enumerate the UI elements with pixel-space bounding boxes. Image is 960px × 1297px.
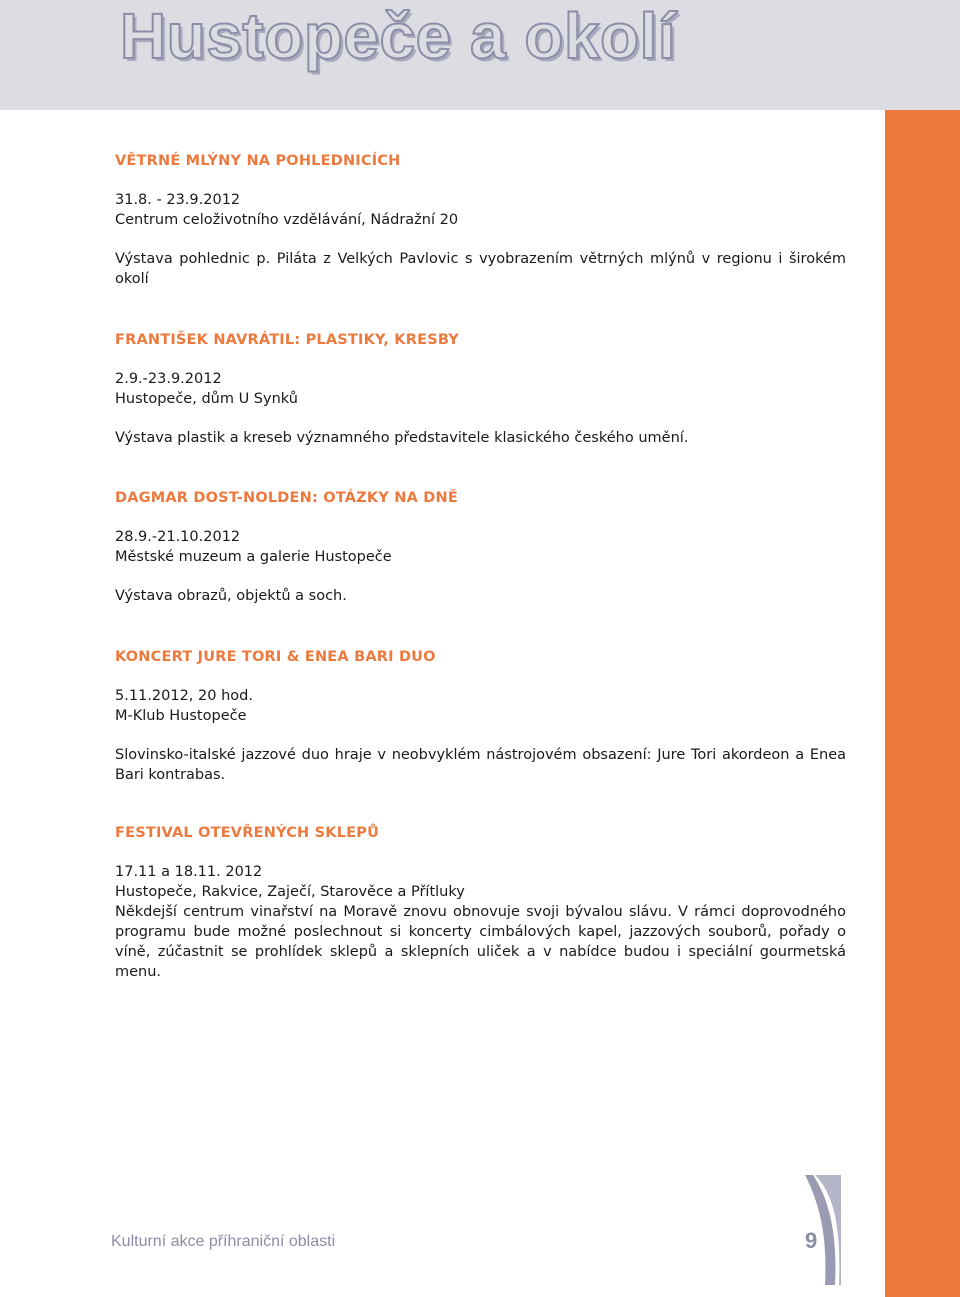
event-date: 31.8. - 23.9.2012 (115, 192, 241, 208)
event-item (115, 647, 846, 785)
event-place: Centrum celoživotního vzdělávání, Nádražní 20 (115, 212, 459, 228)
event-place: Hustopeče, dům U Synků (115, 391, 298, 407)
event-title: VĚTRNÉ MLÝNY NA POHLEDNICÍCH (115, 153, 401, 169)
page-number-badge-shape (795, 1175, 841, 1285)
footer-caption: Kulturní akce příhraniční oblasti (111, 1233, 336, 1250)
event-date: 5.11.2012, 20 hod. (115, 688, 253, 704)
side-accent-band (885, 110, 960, 1297)
event-description: Výstava obrazů, objektů a soch. (115, 588, 347, 604)
event-item (115, 488, 846, 606)
event-title: FRANTIŠEK NAVRÁTIL: PLASTIKY, KRESBY (115, 332, 459, 348)
event-title: DAGMAR DOST-NOLDEN: OTÁZKY NA DNĚ (115, 490, 458, 506)
event-date: 2.9.-23.9.2012 (115, 371, 222, 387)
event-place: Městské muzeum a galerie Hustopeče (115, 549, 392, 565)
page-title: Hustopeče a okolí (120, 0, 677, 72)
event-date: 28.9.-21.10.2012 (115, 529, 241, 545)
event-title: FESTIVAL OTEVŘENÝCH SKLEPŮ (115, 825, 380, 841)
event-description: Někdejší centrum vinařství na Moravě znovu obnovuje svoji bývalou slávu. V rámci doprovodného programu bude možné poslechnout si koncerty cimbálových kapel, jazzových souborů, pořady o víně, zúčastnit se prohlídek sklepů a sklepních uliček a v nabídce budou i speciální gourmetská menu. (115, 904, 846, 980)
event-description: Slovinsko-italské jazzové duo hraje v neobvyklém nástrojovém obsazení: Jure Tori akordeon a Enea Bari kontrabas. (115, 747, 846, 783)
event-title: KONCERT JURE TORI & ENEA BARI DUO (115, 649, 436, 665)
event-date: 17.11 a 18.11. 2012 (115, 864, 263, 880)
event-item (115, 330, 846, 448)
event-description: Výstava pohlednic p. Piláta z Velkých Pavlovic s vyobrazením větrných mlýnů v regionu i širokém okolí (115, 251, 846, 287)
event-item (115, 151, 846, 289)
page-number: 9 (805, 1228, 818, 1253)
event-place: Hustopeče, Rakvice, Zaječí, Starověce a Přítluky (115, 884, 465, 900)
event-item (115, 823, 846, 982)
event-description: Výstava plastik a kreseb významného představitele klasického českého umění. (115, 430, 689, 446)
event-place: M-Klub Hustopeče (115, 708, 247, 724)
